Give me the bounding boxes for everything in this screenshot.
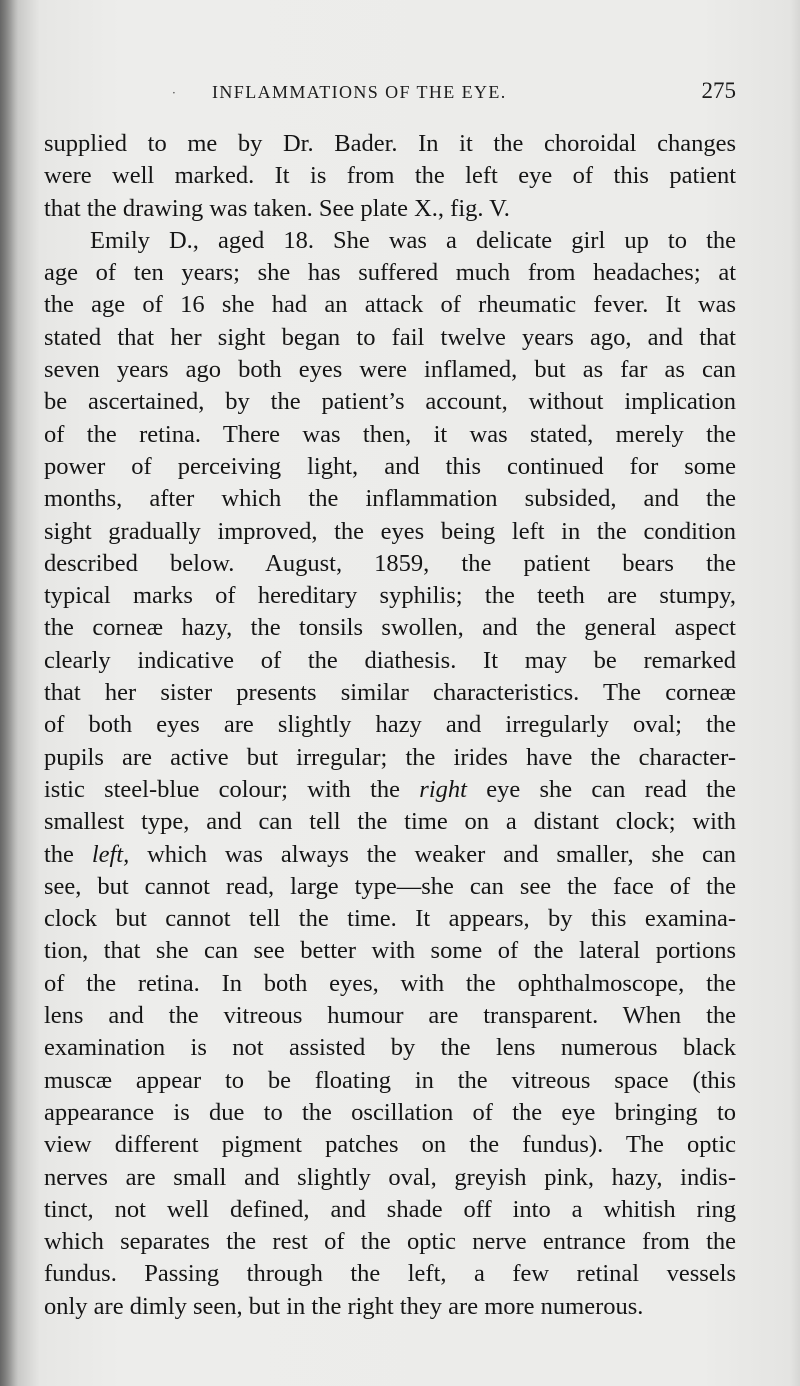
text-line: muscæ appear to be floating in the vitreous space (this	[44, 1066, 736, 1094]
text-line: view different pigment patches on the fundus). The optic	[44, 1131, 736, 1159]
text-line: smallest type, and can tell the time on a distant clock; with	[44, 808, 736, 836]
text-line: age of ten years; she has suffered much from headaches; at	[44, 259, 736, 287]
running-title: INFLAMMATIONS OF THE EYE.	[212, 82, 507, 102]
text-line: the age of 16 she had an attack of rheumatic fever. It was	[44, 291, 736, 319]
text-line: the corneæ hazy, the tonsils swollen, and the general aspect	[44, 614, 736, 642]
text-line: described below. August, 1859, the patient bears the	[44, 549, 736, 577]
text-line: pupils are active but irregular; the irides have the character-	[44, 743, 736, 771]
text-line: tinct, not well defined, and shade off into a whitish ring	[44, 1195, 736, 1223]
text-line: clearly indicative of the diathesis. It may be remarked	[44, 646, 736, 674]
text-line: that her sister presents similar characteristics. The corneæ	[44, 679, 736, 707]
text-line: typical marks of hereditary syphilis; the teeth are stumpy,	[44, 582, 736, 610]
italic-emphasis: right	[419, 775, 467, 803]
text-line: Emily D., aged 18. She was a delicate girl up to the	[90, 226, 736, 254]
text-line: examination is not assisted by the lens numerous black	[44, 1034, 736, 1062]
text-line	[44, 839, 736, 871]
text-line: stated that her sight began to fail twelve years ago, and that	[44, 323, 736, 351]
binding-gutter-shadow	[0, 0, 18, 1386]
text-segment: istic steel-blue colour; with the	[44, 775, 420, 803]
text-line: clock but cannot tell the time. It appears, by this examina-	[44, 905, 736, 933]
text-line: nerves are small and slightly oval, greyish pink, hazy, indis-	[44, 1163, 736, 1191]
text-line: tion, that she can see better with some of the lateral portions	[44, 937, 736, 965]
text-line: were well marked. It is from the left eye of this patient	[44, 162, 736, 190]
text-line: seven years ago both eyes were inflamed, but as far as can	[44, 356, 736, 384]
body-text	[44, 128, 736, 1323]
text-line: fundus. Passing through the left, a few retinal vessels	[44, 1260, 736, 1288]
text-line: of both eyes are slightly hazy and irregularly oval; the	[44, 711, 736, 739]
text-line: that the drawing was taken. See plate X., fig. V.	[44, 194, 510, 222]
text-segment: the	[44, 840, 92, 868]
text-line: of the retina. There was then, it was stated, merely the	[44, 420, 736, 448]
text-segment: which was always the weaker and smaller, she can	[129, 840, 736, 868]
text-line: power of perceiving light, and this continued for some	[44, 452, 736, 480]
text-line: be ascertained, by the patient’s account, without implication	[44, 388, 736, 416]
text-line: of the retina. In both eyes, with the ophthalmoscope, the	[44, 969, 736, 997]
text-line: appearance is due to the oscillation of the eye bringing to	[44, 1098, 736, 1126]
running-header	[40, 78, 740, 108]
text-line: sight gradually improved, the eyes being left in the condition	[44, 517, 736, 545]
text-line: see, but cannot read, large type—she can see the face of the	[44, 872, 736, 900]
page-number: 275	[701, 78, 736, 103]
text-line	[44, 774, 736, 806]
text-line: months, after which the inflammation subsided, and the	[44, 485, 736, 513]
header-mark: ·	[172, 86, 176, 100]
text-line: lens and the vitreous humour are transparent. When the	[44, 1002, 736, 1030]
text-segment: eye she can read the	[466, 775, 736, 803]
text-line: which separates the rest of the optic nerve entrance from the	[44, 1228, 736, 1256]
text-line: only are dimly seen, but in the right they are more numerous.	[44, 1292, 644, 1320]
italic-emphasis: left,	[91, 840, 130, 868]
text-line: supplied to me by Dr. Bader. In it the choroidal changes	[44, 130, 736, 157]
